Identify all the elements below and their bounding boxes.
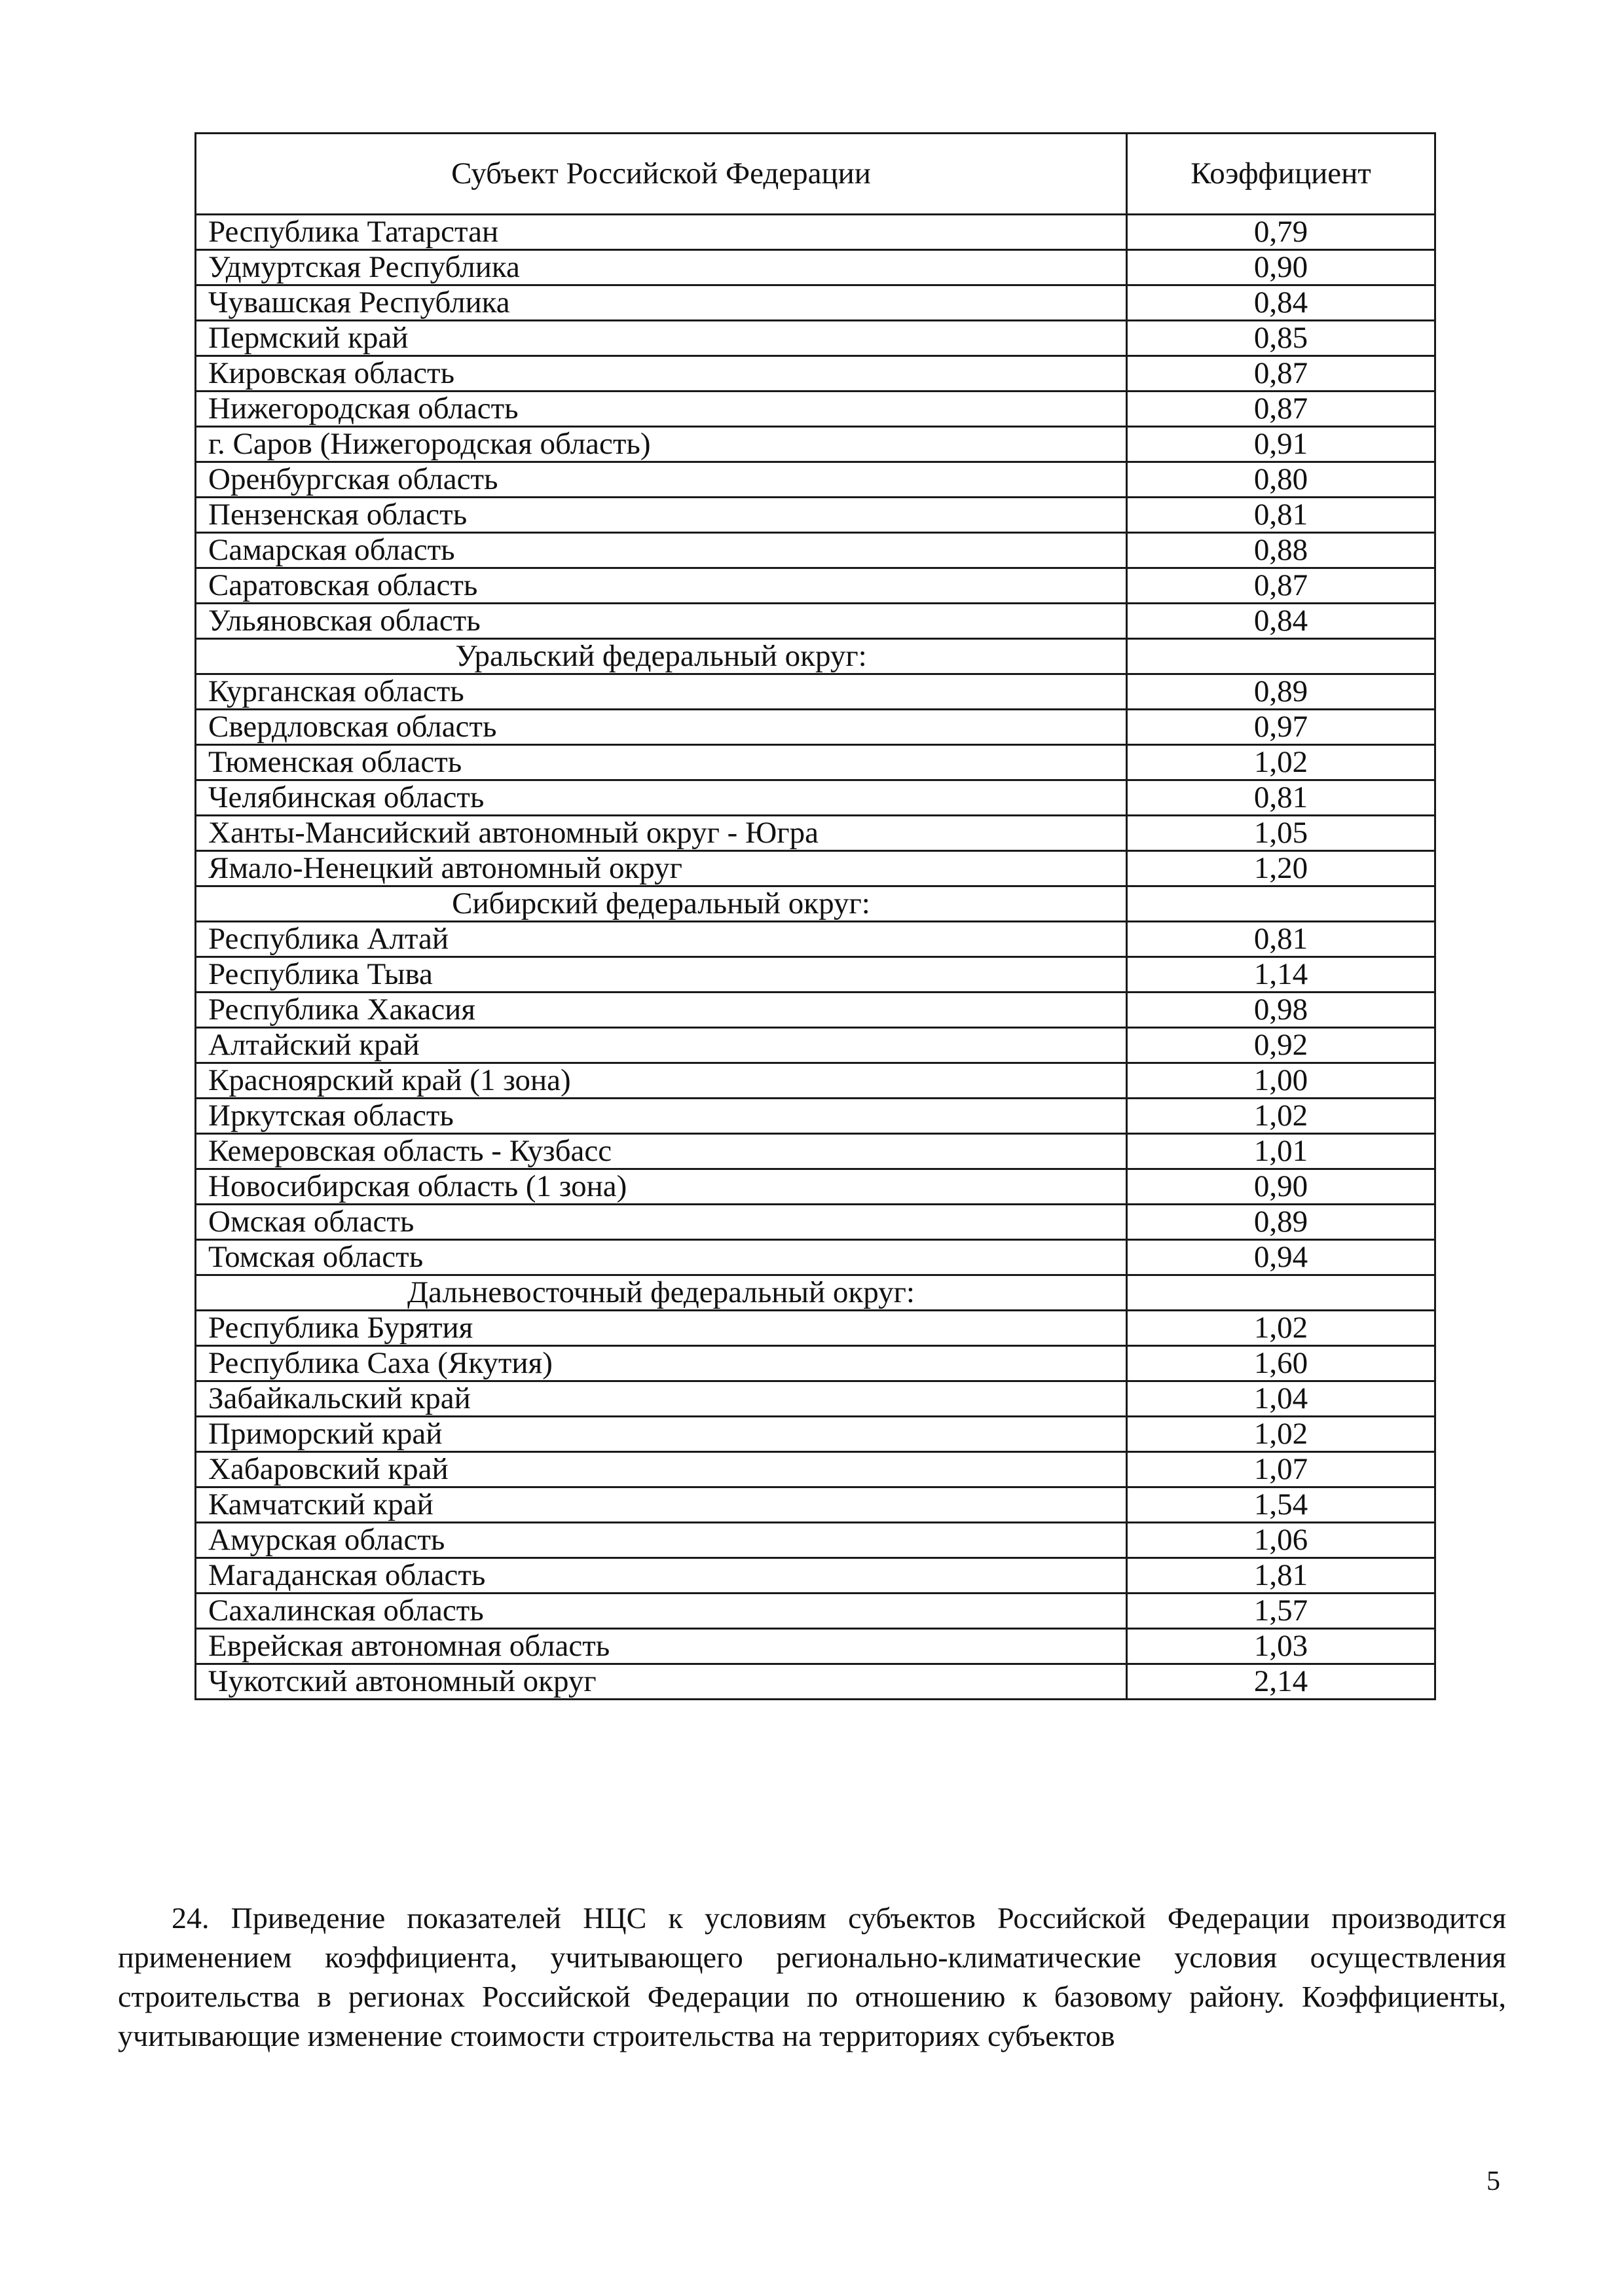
- coefficient-value: 0,88: [1127, 533, 1435, 568]
- coefficient-value: [1127, 1275, 1435, 1311]
- table-row: [196, 816, 1435, 851]
- table-row: [196, 1099, 1435, 1134]
- table-row: [196, 957, 1435, 993]
- coefficient-value: 0,89: [1127, 674, 1435, 710]
- coefficient-value: 0,94: [1127, 1240, 1435, 1275]
- table-row: [196, 674, 1435, 710]
- region-name: Удмуртская Республика: [196, 250, 1127, 285]
- region-name: Ульяновская область: [196, 604, 1127, 639]
- table-row: [196, 568, 1435, 604]
- table-row: [196, 250, 1435, 285]
- table-row: [196, 427, 1435, 462]
- coefficient-value: 0,84: [1127, 285, 1435, 321]
- coefficient-value: 1,02: [1127, 1099, 1435, 1134]
- region-name: Приморский край: [196, 1417, 1127, 1452]
- table-row: [196, 851, 1435, 886]
- table-row: [196, 1558, 1435, 1594]
- coefficient-value: 0,92: [1127, 1028, 1435, 1063]
- region-name: Оренбургская область: [196, 462, 1127, 498]
- region-name: Республика Хакасия: [196, 993, 1127, 1028]
- table-row: [196, 1523, 1435, 1558]
- coefficient-value: 1,01: [1127, 1134, 1435, 1169]
- header-subject: Субъект Российской Федерации: [196, 134, 1127, 215]
- coefficient-value: 1,54: [1127, 1487, 1435, 1523]
- table-row: [196, 1487, 1435, 1523]
- region-name: Ямало-Ненецкий автономный округ: [196, 851, 1127, 886]
- table-row: [196, 604, 1435, 639]
- table-row: [196, 285, 1435, 321]
- table-row: [196, 533, 1435, 568]
- coefficient-value: 1,02: [1127, 1311, 1435, 1346]
- coefficient-value: 0,90: [1127, 250, 1435, 285]
- coefficient-value: 0,81: [1127, 922, 1435, 957]
- region-name: Республика Саха (Якутия): [196, 1346, 1127, 1381]
- table-row: [196, 1311, 1435, 1346]
- coefficient-value: 0,85: [1127, 321, 1435, 356]
- coefficient-value: 1,57: [1127, 1594, 1435, 1629]
- coefficient-value: 0,80: [1127, 462, 1435, 498]
- coefficient-value: [1127, 639, 1435, 674]
- coefficient-value: 0,79: [1127, 215, 1435, 250]
- region-name: Томская область: [196, 1240, 1127, 1275]
- coefficient-value: 1,81: [1127, 1558, 1435, 1594]
- table-row: [196, 392, 1435, 427]
- table-row: [196, 1205, 1435, 1240]
- coefficient-value: 1,20: [1127, 851, 1435, 886]
- section-title: Уральский федеральный округ:: [196, 639, 1127, 674]
- coefficient-value: [1127, 886, 1435, 922]
- table-row: [196, 356, 1435, 392]
- table-row: [196, 1240, 1435, 1275]
- coefficient-value: 0,90: [1127, 1169, 1435, 1205]
- region-name: Кемеровская область - Кузбасс: [196, 1134, 1127, 1169]
- paragraph-text: 24. Приведение показателей НЦС к условиям субъектов Российской Федерации производится применением коэффициента, учитывающего регионально-климатические условия осуществления строительства в регионах Российской Федерации по отношению к базовому району. Коэффициенты, учитывающие изменение стоимости строительства на территориях субъектов: [118, 1901, 1506, 2052]
- table-row: [196, 1417, 1435, 1452]
- region-name: Нижегородская область: [196, 392, 1127, 427]
- coefficient-value: 0,91: [1127, 427, 1435, 462]
- region-name: Чукотский автономный округ: [196, 1664, 1127, 1700]
- table-row: [196, 1134, 1435, 1169]
- table-row: [196, 462, 1435, 498]
- table-row: [196, 1063, 1435, 1099]
- region-name: Кировская область: [196, 356, 1127, 392]
- section-row: [196, 1275, 1435, 1311]
- table-row: [196, 1664, 1435, 1700]
- region-name: Чувашская Республика: [196, 285, 1127, 321]
- coefficient-value: 1,06: [1127, 1523, 1435, 1558]
- region-name: Республика Бурятия: [196, 1311, 1127, 1346]
- region-name: Тюменская область: [196, 745, 1127, 780]
- region-name: Новосибирская область (1 зона): [196, 1169, 1127, 1205]
- coefficient-value: 1,02: [1127, 1417, 1435, 1452]
- coefficient-value: 0,98: [1127, 993, 1435, 1028]
- region-name: Республика Алтай: [196, 922, 1127, 957]
- region-name: Саратовская область: [196, 568, 1127, 604]
- region-name: Камчатский край: [196, 1487, 1127, 1523]
- region-name: Челябинская область: [196, 780, 1127, 816]
- region-name: Омская область: [196, 1205, 1127, 1240]
- section-title: Дальневосточный федеральный округ:: [196, 1275, 1127, 1311]
- table-row: [196, 1629, 1435, 1664]
- coefficient-value: 1,05: [1127, 816, 1435, 851]
- region-name: Хабаровский край: [196, 1452, 1127, 1487]
- header-coefficient: Коэффициент: [1127, 134, 1435, 215]
- coefficient-value: 0,89: [1127, 1205, 1435, 1240]
- table-row: [196, 780, 1435, 816]
- region-name: Сахалинская область: [196, 1594, 1127, 1629]
- paragraph-24: [118, 1899, 1506, 2056]
- table-row: [196, 498, 1435, 533]
- coefficient-value: 1,00: [1127, 1063, 1435, 1099]
- region-name: Самарская область: [196, 533, 1127, 568]
- region-name: Ханты-Мансийский автономный округ - Югра: [196, 816, 1127, 851]
- coefficients-table: [194, 132, 1436, 1700]
- table-row: [196, 710, 1435, 745]
- table-row: [196, 1169, 1435, 1205]
- region-name: Магаданская область: [196, 1558, 1127, 1594]
- region-name: Республика Тыва: [196, 957, 1127, 993]
- region-name: Забайкальский край: [196, 1381, 1127, 1417]
- coefficient-value: 1,07: [1127, 1452, 1435, 1487]
- region-name: Свердловская область: [196, 710, 1127, 745]
- table-row: [196, 1028, 1435, 1063]
- coefficient-value: 1,14: [1127, 957, 1435, 993]
- coefficient-value: 2,14: [1127, 1664, 1435, 1700]
- table-row: [196, 1452, 1435, 1487]
- table-row: [196, 1594, 1435, 1629]
- coefficient-value: 1,60: [1127, 1346, 1435, 1381]
- coefficient-value: 1,02: [1127, 745, 1435, 780]
- table-row: [196, 1381, 1435, 1417]
- table-body: [196, 215, 1435, 1700]
- coefficient-value: 0,84: [1127, 604, 1435, 639]
- table-row: [196, 215, 1435, 250]
- region-name: Пензенская область: [196, 498, 1127, 533]
- coefficient-value: 0,81: [1127, 498, 1435, 533]
- coefficient-value: 0,87: [1127, 392, 1435, 427]
- region-name: Республика Татарстан: [196, 215, 1127, 250]
- table-row: [196, 993, 1435, 1028]
- table-row: [196, 1346, 1435, 1381]
- section-title: Сибирский федеральный округ:: [196, 886, 1127, 922]
- region-name: Курганская область: [196, 674, 1127, 710]
- region-name: г. Саров (Нижегородская область): [196, 427, 1127, 462]
- table-row: [196, 321, 1435, 356]
- table-row: [196, 745, 1435, 780]
- coefficient-value: 1,03: [1127, 1629, 1435, 1664]
- region-name: Алтайский край: [196, 1028, 1127, 1063]
- coefficient-value: 1,04: [1127, 1381, 1435, 1417]
- coefficient-value: 0,81: [1127, 780, 1435, 816]
- region-name: Амурская область: [196, 1523, 1127, 1558]
- region-name: Еврейская автономная область: [196, 1629, 1127, 1664]
- region-name: Пермский край: [196, 321, 1127, 356]
- region-name: Иркутская область: [196, 1099, 1127, 1134]
- page-number: 5: [1486, 2166, 1500, 2196]
- table-header-row: [196, 134, 1435, 215]
- table-row: [196, 922, 1435, 957]
- coefficient-value: 0,97: [1127, 710, 1435, 745]
- section-row: [196, 639, 1435, 674]
- coefficient-value: 0,87: [1127, 356, 1435, 392]
- coefficient-value: 0,87: [1127, 568, 1435, 604]
- region-name: Красноярский край (1 зона): [196, 1063, 1127, 1099]
- section-row: [196, 886, 1435, 922]
